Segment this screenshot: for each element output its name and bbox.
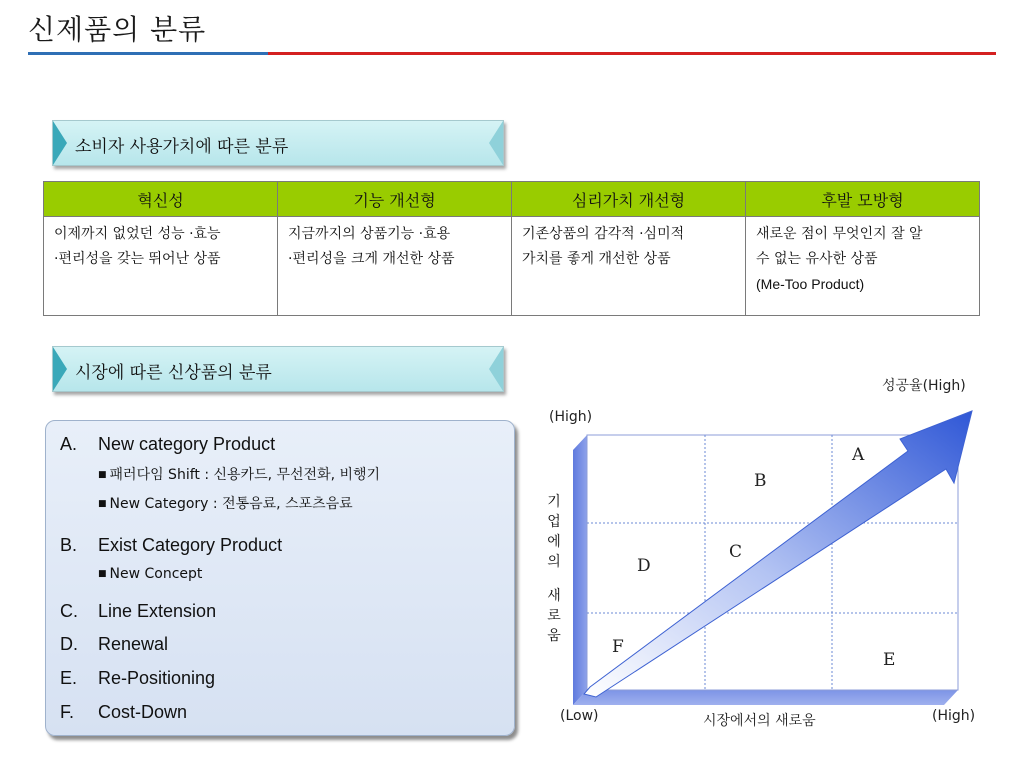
y-axis-char: 움 [547,628,561,644]
list-letter: D. [60,634,78,654]
y-axis-char: 기 [547,494,561,510]
table-cell [746,217,980,316]
page-title: 신제품의 분류 [28,13,207,46]
y-axis-high-label: (High) [549,409,593,425]
cell-label-f: F [612,637,624,657]
list-letter: F. [60,702,75,722]
y-axis-char: 에 [547,534,561,550]
sub-item-label: New Concept [109,566,203,582]
cell-line: (Me-Too Product) [756,276,865,292]
y-axis-char: 업 [547,514,561,530]
list-item [60,434,275,455]
table-header-row [44,182,980,217]
cell-label-a: A [852,445,865,465]
list-letter: C. [60,601,78,621]
y-axis-gap [546,572,562,586]
list-label: New category Product [98,434,276,454]
x-axis-high-label: (High) [932,708,976,724]
banner-left-tab [53,347,67,391]
y-axis-char: 로 [547,608,561,624]
list-label: Renewal [98,634,169,654]
list-label: Cost-Down [98,702,188,722]
x-axis-low-label: (Low) [560,708,599,724]
table-cell [44,217,278,316]
list-label: Re-Positioning [98,668,216,688]
category-list-panel [45,420,515,736]
y-axis-char: 새 [547,588,561,604]
list-item [60,535,282,556]
list-letter: E. [60,668,78,688]
sub-item-label: New Category : 전통음료, 스포츠음료 [109,496,353,512]
classification-table [43,181,980,316]
table-row [44,217,980,316]
banner-right-tab [489,347,503,391]
list-item [60,634,168,655]
table-header-cell: 심리가치 개선형 [512,182,746,217]
sub-item [98,464,380,484]
list-item [60,702,187,723]
x-axis-label: 시장에서의 새로움 [703,713,816,729]
y-axis-char: 의 [547,554,561,570]
cell-line: 가치를 좋게 개선한 상품 [522,251,671,267]
list-item [60,601,216,622]
matrix-left-wall [573,435,587,705]
y-axis-label [546,492,562,646]
square-bullet-icon: ■ [98,569,107,579]
section-heading: 소비자 사용가치에 따른 분류 [75,137,289,157]
arrow-label: 성공율(High) [882,378,966,394]
table-header-cell: 기능 개선형 [278,182,512,217]
section-heading: 시장에 따른 신상품의 분류 [75,363,272,383]
sub-item-label: 패러다임 Shift : 신용카드, 무선전화, 비행기 [109,467,381,483]
cell-line: ·편리성을 크게 개선한 상품 [288,251,455,267]
cell-label-d: D [637,556,651,576]
list-letter: B. [60,535,78,555]
section-banner-market [52,346,504,392]
cell-line: 이제까지 없었던 성능 ·효능 [54,226,221,242]
cell-line: 새로운 점이 무엇인지 잘 알 [756,226,923,242]
square-bullet-icon: ■ [98,499,107,509]
title-rule-blue [28,52,268,55]
banner-left-tab [53,121,67,165]
table-header-cell: 혁신성 [44,182,278,217]
table-cell [512,217,746,316]
cell-line: ·편리성을 갖는 뛰어난 상품 [54,251,221,267]
sub-item [98,493,353,513]
table-cell [278,217,512,316]
table-header-cell: 후발 모방형 [746,182,980,217]
cell-label-b: B [754,471,767,491]
section-banner-consumer-value [52,120,504,166]
sub-item [98,566,202,582]
list-letter: A. [60,434,78,454]
list-label: Exist Category Product [98,535,283,555]
square-bullet-icon: ■ [98,470,107,480]
positioning-matrix [570,405,990,710]
list-label: Line Extension [98,601,217,621]
list-item [60,668,215,689]
cell-line: 기존상품의 감각적 ·심미적 [522,226,685,242]
title-rule-red [268,52,996,55]
cell-label-e: E [883,650,896,670]
cell-label-c: C [729,542,743,562]
cell-line: 지금까지의 상품기능 ·효용 [288,226,451,242]
cell-line: 수 없는 유사한 상품 [756,251,878,267]
banner-right-tab [489,121,503,165]
matrix-bottom-floor [573,690,958,705]
